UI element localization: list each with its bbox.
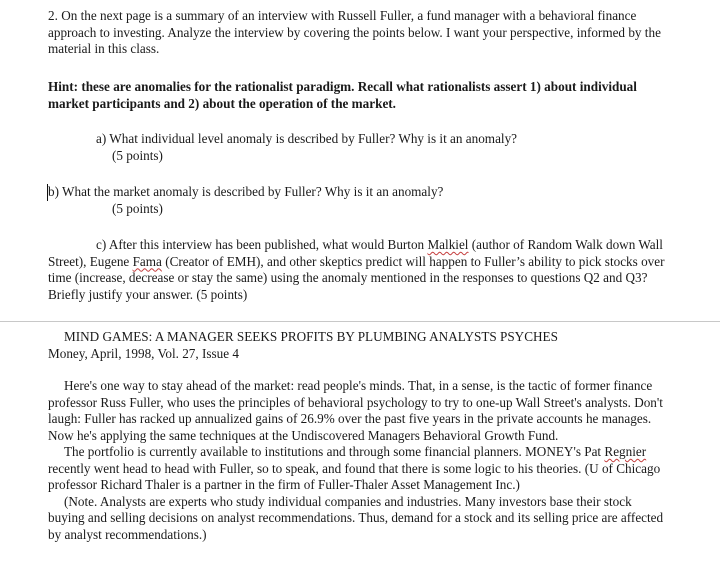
spellcheck-word-regnier: Regnier <box>604 444 647 459</box>
question-a-points: (5 points) <box>112 147 163 163</box>
article-paragraph-2 <box>48 444 668 494</box>
article-excerpt <box>48 329 668 543</box>
question-a <box>96 131 656 164</box>
question-c-part2: (author of Random Walk down Wall Street), Eugene <box>48 237 663 269</box>
spellcheck-word-fama: Fama <box>132 253 162 269</box>
spellcheck-word-malkiel: Malkiel <box>427 237 469 252</box>
question-c <box>48 237 668 303</box>
article-paragraph-2-part1: The portfolio is currently available to institutions and through some financial planners. MONEY's Pat <box>64 444 605 459</box>
question-b-text: b) What the market anomaly is described by Fuller? Why is it an anomaly? <box>48 184 444 199</box>
question-a-text: a) What individual level anomaly is described by Fuller? Why is it an anomaly? <box>96 131 518 146</box>
paragraph-gap <box>48 362 668 378</box>
question-b <box>48 184 648 217</box>
hint-text: Hint: these are anomalies for the rationalist paradigm. Recall what rationalists assert 1) about individual market participants and 2) about the operation of the market. <box>48 79 637 111</box>
article-paragraph-3: (Note. Analysts are experts who study individual companies and industries. Many investors base their stock buying and selling decisions on analyst recommendations. Thus, demand for a stock and its selling price are affected by analyst recommendations.) <box>48 493 664 542</box>
question-2-text: 2. On the next page is a summary of an interview with Russell Fuller, a fund manager with a behavioral finance approach to investing. Analyze the interview by covering the points below. I want your perspective, informed by the material in this class. <box>48 8 661 56</box>
article-source: Money, April, 1998, Vol. 27, Issue 4 <box>48 345 239 361</box>
hint-paragraph <box>48 79 668 112</box>
question-b-points: (5 points) <box>112 200 163 216</box>
article-paragraph-2-part2: recently went head to head with Fuller, so to speak, and found that there is some logic to his theories. (U of Chicago professor Richard Thaler is a partner in the firm of Fuller-Thaler Asset Management Inc.) <box>48 460 661 492</box>
page-divider <box>0 321 720 322</box>
question-c-text <box>48 237 668 303</box>
article-paragraph-1: Here's one way to stay ahead of the market: read people's minds. That, in a sense, is the tactic of former finance professor Russ Fuller, who uses the principles of behavioral psychology to try to one-up Wall Street's analysts. Don't laugh: Fuller has racked up annualized gains of 26.9% over the past five years in the private accounts he manages. Now he's applying the same techniques at the Undiscovered Managers Behavioral Growth Fund. <box>48 378 663 443</box>
question-2-intro <box>48 8 668 58</box>
question-c-part3: (Creator of EMH), and other skeptics predict will happen to Fuller’s ability to pick stocks over time (increase, decrease or stay the same) using the anomaly mentioned in the responses to questions Q2 and Q3? Briefly justify your answer. (5 points) <box>48 253 665 302</box>
article-title: MIND GAMES: A MANAGER SEEKS PROFITS BY PLUMBING ANALYSTS PSYCHES <box>64 329 558 344</box>
question-c-part1: c) After this interview has been published, what would Burton <box>96 237 428 252</box>
